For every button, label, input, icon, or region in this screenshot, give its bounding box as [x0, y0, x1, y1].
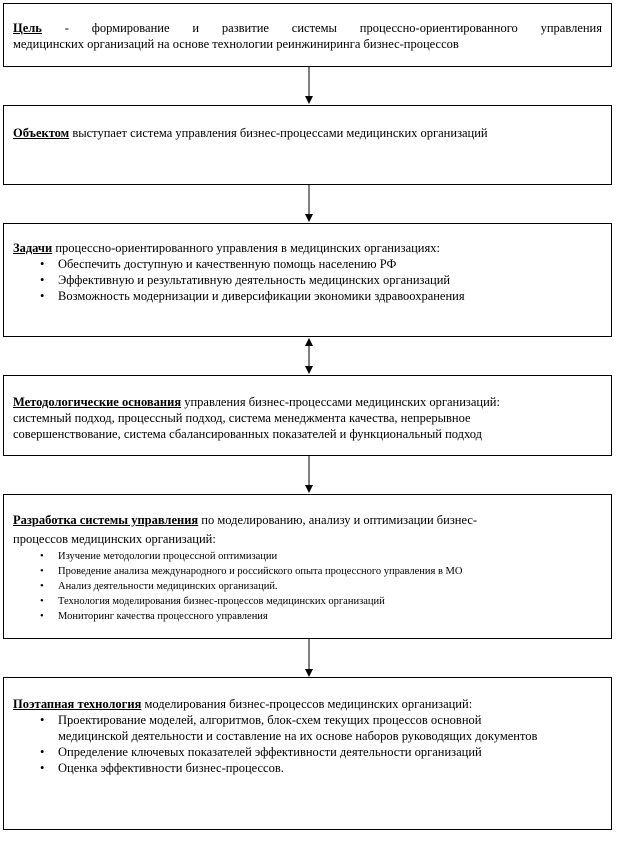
goal-box	[3, 3, 612, 67]
technology-list	[13, 712, 602, 776]
object-box	[3, 105, 612, 185]
object-text: выступает система управления бизнес-процессами медицинских организаций	[69, 126, 488, 140]
methodology-label: Методологические основания	[13, 395, 182, 409]
arrow-double-3	[303, 337, 315, 375]
list-item: • Технология моделирования бизнес-процессов медицинских организаций	[13, 594, 602, 609]
list-item: • Проведение анализа международного и российского опыта процессного управления в МО	[13, 564, 602, 579]
technology-text: моделирования бизнес-процессов медицинских организаций:	[141, 697, 473, 711]
list-item: • Мониторинг качества процессного управления	[13, 609, 602, 624]
technology-intro	[13, 696, 602, 712]
technology-label: Поэтапная технология	[13, 697, 142, 711]
list-item: • Эффективную и результативную деятельность медицинских организаций	[13, 272, 602, 288]
arrow-down-5	[303, 639, 315, 678]
tasks-box	[3, 223, 612, 337]
tasks-label: Задачи	[13, 241, 53, 255]
methodology-line2: системный подход, процессный подход, система менеджмента качества, непрерывное	[13, 411, 471, 425]
methodology-box	[3, 375, 612, 456]
development-label: Разработка системы управления	[13, 513, 199, 527]
development-box	[3, 494, 612, 639]
arrow-down-1	[303, 67, 315, 105]
list-item: • Изучение методологии процессной оптимизации	[13, 549, 602, 564]
methodology-text: управления бизнес-процессами медицинских организаций:	[181, 395, 500, 409]
tasks-text: процессно-ориентированного управления в медицинских организациях:	[52, 241, 440, 255]
list-item: • Определение ключевых показателей эффективности деятельности организаций	[13, 744, 552, 760]
object-label: Объектом	[13, 126, 70, 140]
technology-box	[3, 677, 612, 830]
development-line2: процессов медицинских организаций:	[13, 532, 216, 546]
methodology-line3: совершенствование, система сбалансированных показателей и функциональный подход	[13, 427, 483, 441]
arrow-down-2	[303, 185, 315, 223]
tasks-intro	[13, 240, 602, 256]
list-item: • Обеспечить доступную и качественную помощь населению РФ	[13, 256, 602, 272]
goal-text: - формирование и развитие системы процессно-ориентированного управления	[64, 21, 603, 35]
development-text: по моделированию, анализу и оптимизации бизнес-	[198, 513, 478, 527]
methodology-line1	[13, 394, 602, 410]
list-item: • Оценка эффективности бизнес-процессов.	[13, 760, 552, 776]
goal-line2: медицинских организаций на основе технологии реинжиниринга бизнес-процессов	[13, 37, 459, 51]
goal-label: Цель	[13, 21, 42, 35]
arrow-down-4	[303, 456, 315, 494]
tasks-list	[13, 256, 602, 304]
development-line1	[13, 512, 602, 528]
list-item: • Анализ деятельности медицинских организаций.	[13, 579, 602, 594]
list-item: • Возможность модернизации и диверсификации экономики здравоохранения	[13, 288, 602, 304]
list-item: • Проектирование моделей, алгоритмов, блок-схем текущих процессов основной медицинской деятельности и составление на их основе наборов руководящих документов	[13, 712, 552, 744]
object-line	[13, 125, 602, 141]
development-list	[13, 549, 602, 624]
goal-line1	[13, 20, 602, 36]
